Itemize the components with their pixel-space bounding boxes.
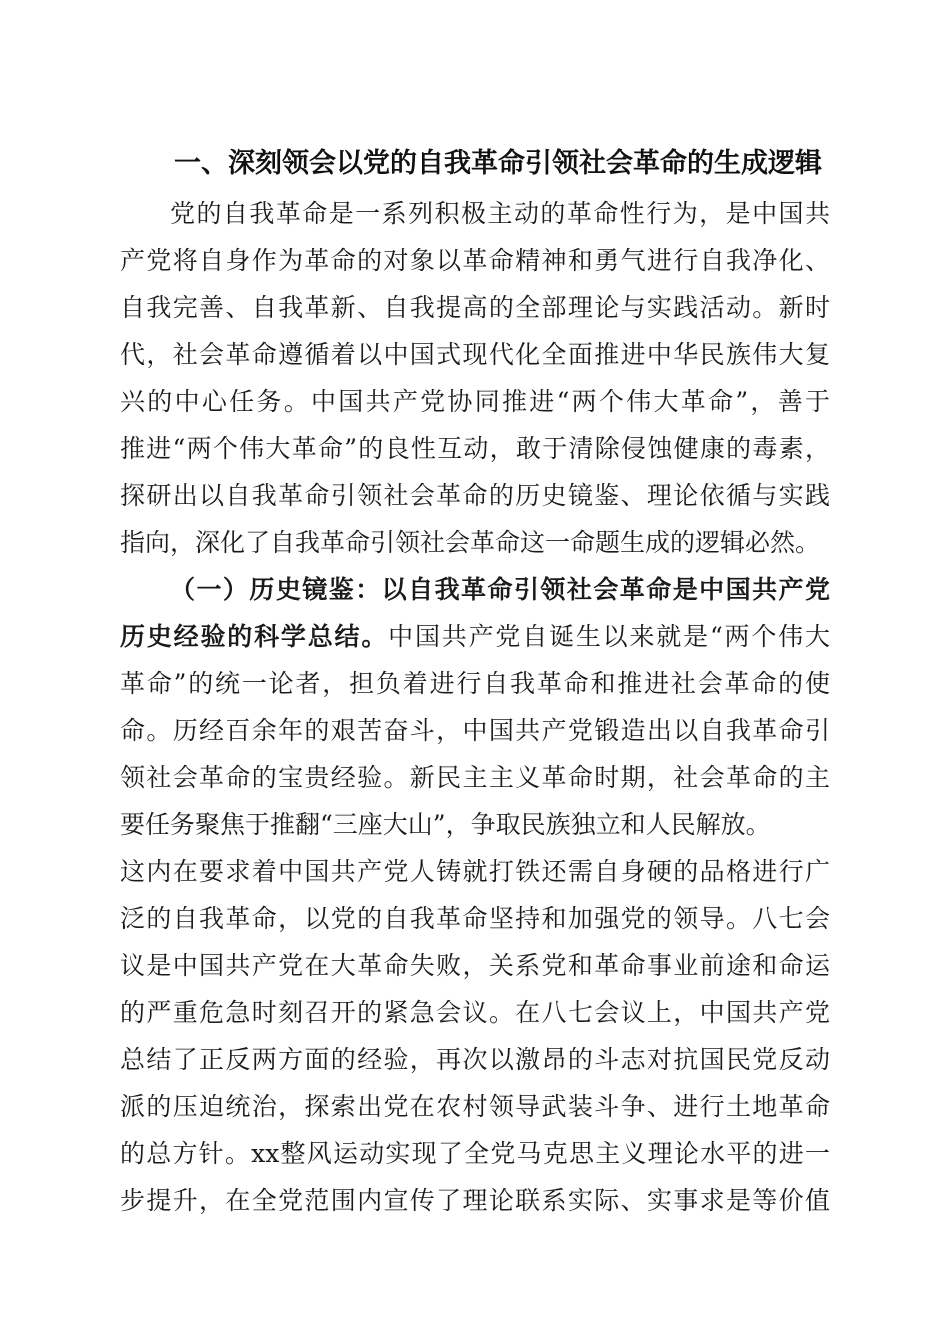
paragraph-1 (120, 190, 830, 566)
paragraph-2-line-rest: 中国共产党自诞生以来就是“两个伟大 (388, 622, 830, 651)
paragraph-1-line: 兴的中心任务。中国共产党协同推进“两个伟大革命”，善于 (120, 387, 830, 416)
paragraph-2-line: 的严重危急时刻召开的紧急会议。在八七会议上，中国共产党 (120, 998, 830, 1027)
paragraph-1-line: 探研出以自我革命引领社会革命的历史镜鉴、理论依循与实践 (120, 481, 830, 510)
paragraph-2-line: 派的压迫统治，探索出党在农村领导武装斗争、进行土地革命 (120, 1092, 830, 1121)
paragraph-1-line: 自我完善、自我革新、自我提高的全部理论与实践活动。新时 (120, 293, 830, 322)
paragraph-2-line: 泛的自我革命，以党的自我革命坚持和加强党的领导。八七会 (120, 904, 830, 933)
paragraph-1-line: 产党将自身作为革命的对象以革命精神和勇气进行自我净化、 (120, 246, 830, 275)
paragraph-1-line: 代，社会革命遵循着以中国式现代化全面推进中华民族伟大复 (120, 340, 830, 369)
paragraph-2-line: 总结了正反两方面的经验，再次以激昂的斗志对抗国民党反动 (120, 1045, 830, 1074)
paragraph-2-line: 议是中国共产党在大革命失败，关系党和革命事业前途和命运 (120, 951, 830, 980)
paragraph-2 (120, 566, 830, 1224)
document-page (120, 138, 830, 1224)
paragraph-2-line: 这内在要求着中国共产党人铸就打铁还需自身硬的品格进行广 (120, 857, 830, 886)
paragraph-2-line: 要任务聚焦于推翻“三座大山”，争取民族独立和人民解放。 (120, 810, 771, 839)
subsection-heading-line: （一）历史镜鉴：以自我革命引领社会革命是中国共产党 (170, 575, 830, 604)
subsection-heading-end: 历史经验的科学总结。 (120, 622, 389, 651)
paragraph-2-line (120, 613, 830, 660)
paragraph-2-line: 的总方针。xx整风运动实现了全党马克思主义理论水平的进一 (120, 1139, 830, 1168)
paragraph-1-line: 指向，深化了自我革命引领社会革命这一命题生成的逻辑必然。 (120, 528, 821, 557)
paragraph-2-line: 命。历经百余年的艰苦奋斗，中国共产党锻造出以自我革命引 (120, 716, 830, 745)
paragraph-2-line: 革命”的统一论者，担负着进行自我革命和推进社会革命的使 (120, 669, 830, 698)
paragraph-2-line: 步提升，在全党范围内宣传了理论联系实际、实事求是等价值 (120, 1186, 830, 1215)
paragraph-2-line: 领社会革命的宝贵经验。新民主主义革命时期，社会革命的主 (120, 763, 830, 792)
paragraph-1-line: 党的自我革命是一系列积极主动的革命性行为，是中国共 (170, 199, 830, 228)
section-heading: 一、深刻领会以党的自我革命引领社会革命的生成逻辑 (174, 148, 822, 179)
paragraph-1-line: 推进“两个伟大革命”的良性互动，敢于清除侵蚀健康的毒素， (120, 434, 830, 463)
